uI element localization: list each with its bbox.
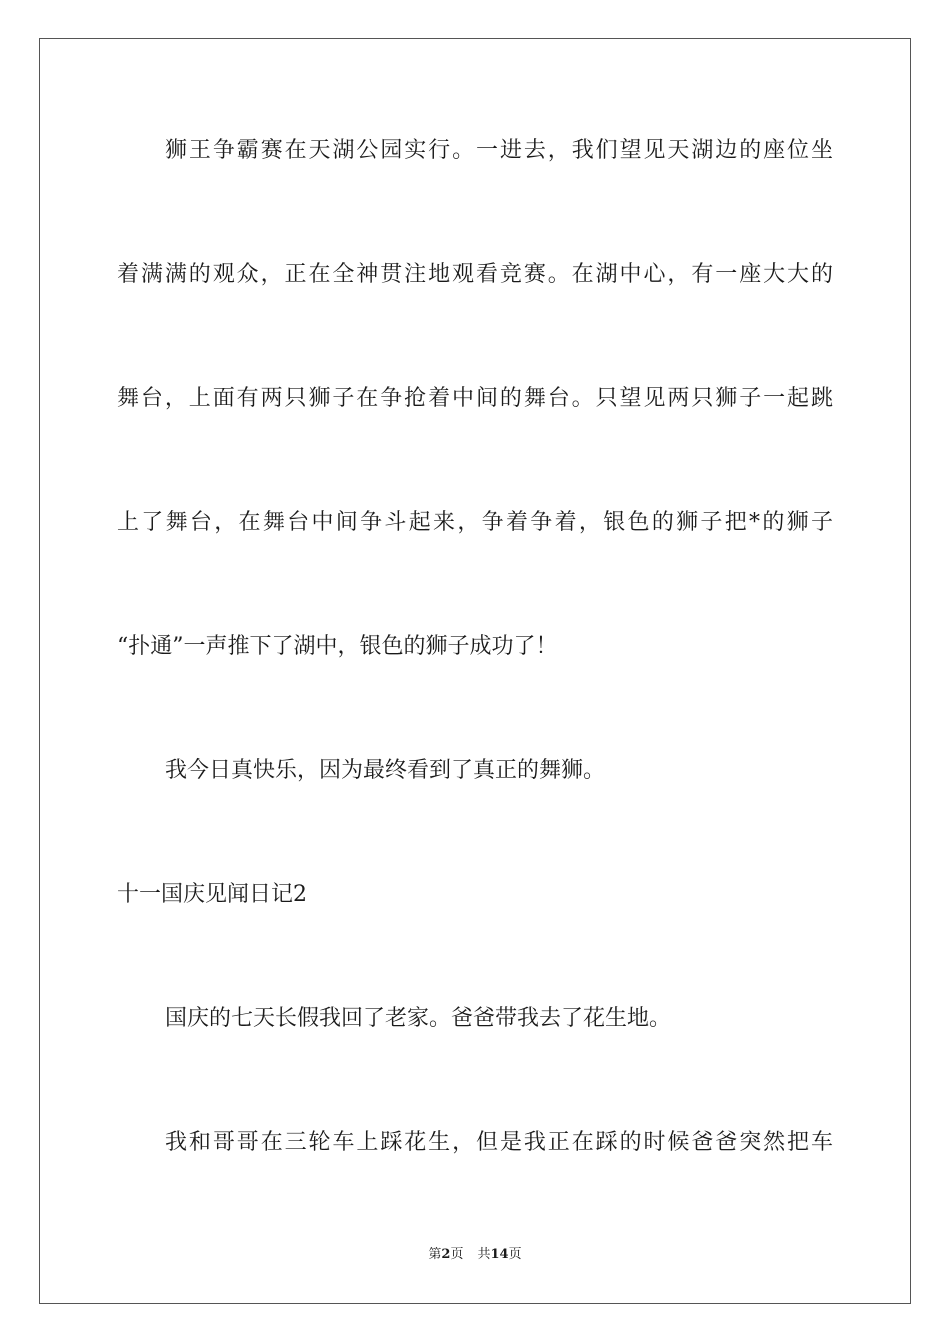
paragraph-line: 舞台，上面有两只狮子在争抢着中间的舞台。只望见两只狮子一起跳	[117, 386, 833, 411]
page-suffix: 页	[450, 1247, 464, 1262]
page-prefix: 第	[428, 1247, 442, 1262]
page-current: 2	[441, 1247, 451, 1262]
paragraph-line: 着满满的观众，正在全神贯注地观看竞赛。在湖中心，有一座大大的	[117, 262, 833, 287]
paragraph-line: 国庆的七天长假我回了老家。爸爸带我去了花生地。	[165, 1006, 672, 1031]
paragraph-line: 上了舞台，在舞台中间争斗起来，争着争着，银色的狮子把*的狮子	[117, 510, 833, 535]
paragraph-line: “扑通”一声推下了湖中，银色的狮子成功了！	[117, 634, 558, 659]
page-footer	[0, 1246, 950, 1264]
paragraph-line: 我和哥哥在三轮车上踩花生，但是我正在踩的时候爸爸突然把车	[165, 1130, 833, 1155]
paragraph-line: 我今日真快乐，因为最终看到了真正的舞狮。	[165, 758, 606, 783]
page-border	[39, 38, 911, 1304]
total-suffix: 页	[508, 1247, 522, 1262]
section-heading: 十一国庆见闻日记2	[117, 882, 307, 907]
page-total: 14	[490, 1247, 509, 1262]
paragraph-line: 狮王争霸赛在天湖公园实行。一进去，我们望见天湖边的座位坐	[165, 138, 833, 163]
total-prefix: 共	[477, 1247, 491, 1262]
